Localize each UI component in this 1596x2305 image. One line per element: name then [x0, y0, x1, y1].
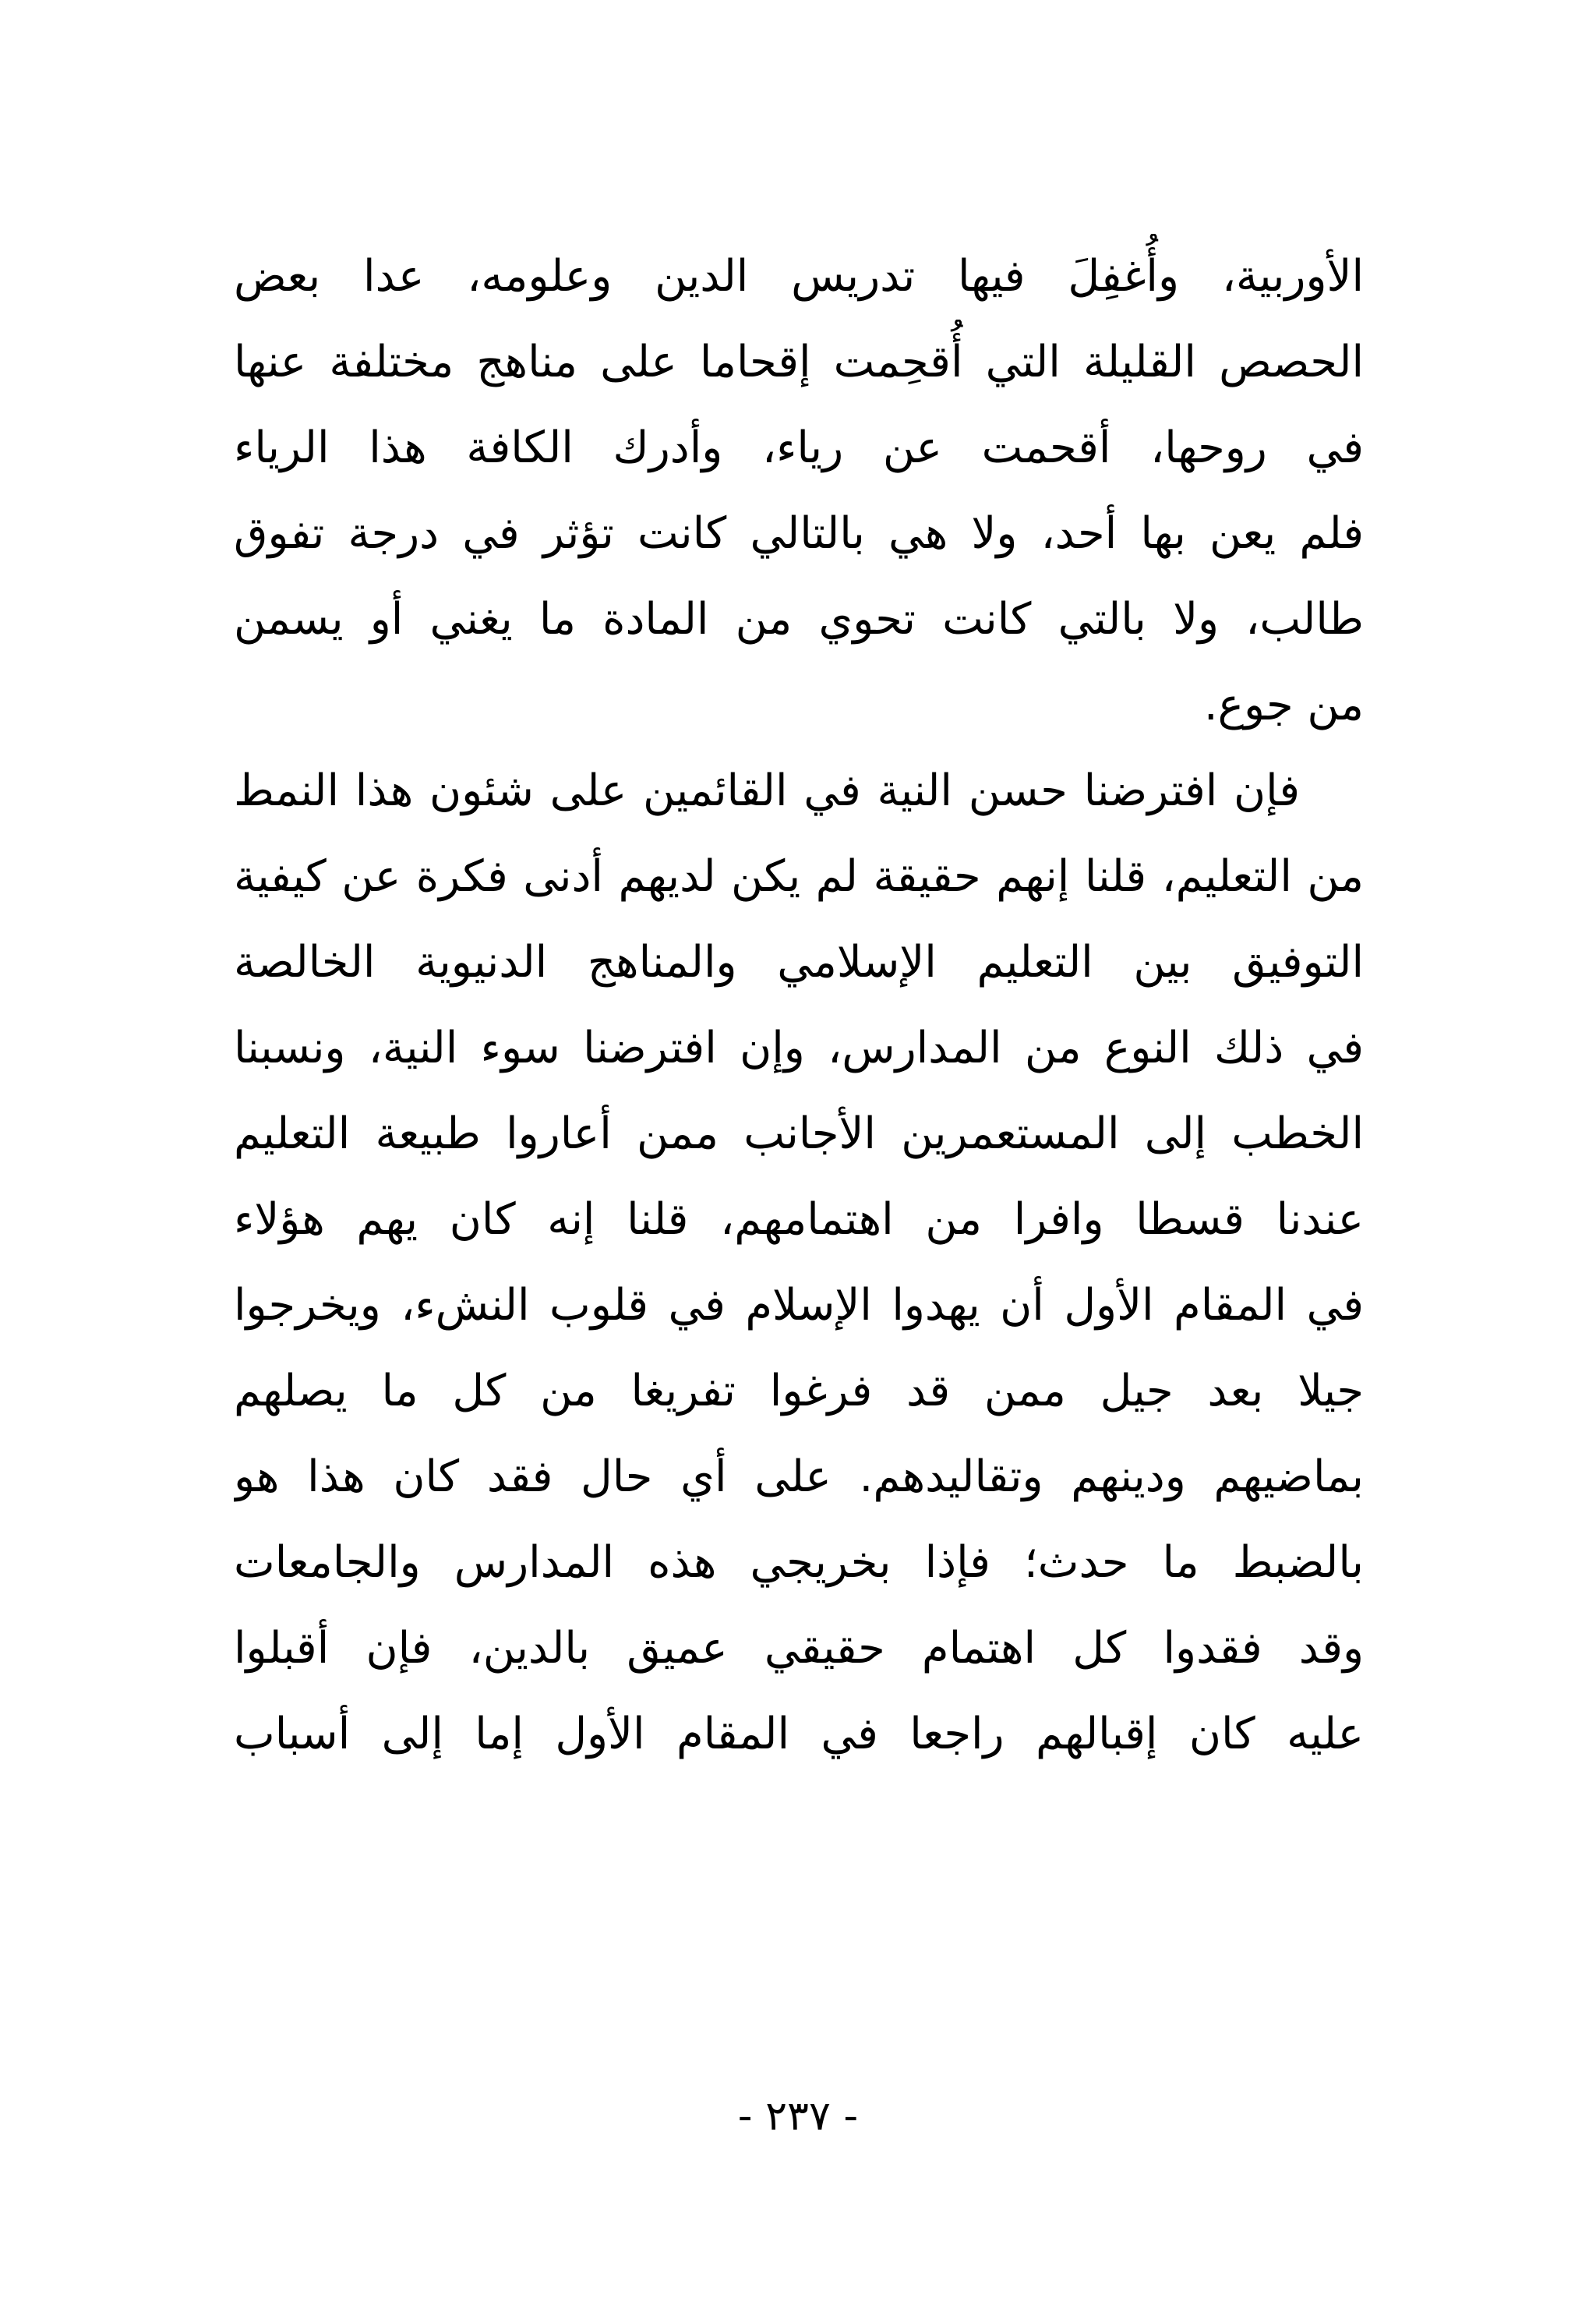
text-line: من التعليم، قلنا إنهم حقيقة لم يكن لديهم أدنى فكرة عن كيفية	[234, 851, 1364, 902]
text-line: طالب، ولا بالتي كانت تحوي من المادة ما يغني أو يسمن	[234, 594, 1364, 645]
text-line: عندنا قسطا وافرا من اهتمامهم، قلنا إنه كان يهم هؤلاء	[234, 1194, 1364, 1245]
text-line: الأوربية، وأُغفِلَ فيها تدريس الدين وعلومه، عدا بعض	[234, 251, 1364, 302]
body-text	[234, 234, 1364, 1777]
text-line: التوفيق بين التعليم الإسلامي والمناهج الدنيوية الخالصة	[234, 937, 1364, 988]
paragraph-2	[234, 748, 1364, 1777]
paragraph-1	[234, 234, 1364, 748]
text-line: الخطب إلى المستعمرين الأجانب ممن أعاروا طبيعة التعليم	[234, 1108, 1364, 1159]
text-line: الحصص القليلة التي أُقحِمت إقحاما على مناهج مختلفة عنها	[234, 337, 1364, 387]
text-line: في المقام الأول أن يهدوا الإسلام في قلوب النشء، ويخرجوا	[234, 1280, 1364, 1331]
text-line: فلم يعن بها أحد، ولا هي بالتالي كانت تؤثر في درجة تفوق	[234, 508, 1364, 559]
page-number: - ٢٣٧ -	[737, 2093, 859, 2140]
text-line: في ذلك النوع من المدارس، وإن افترضنا سوء النية، ونسبنا	[234, 1023, 1364, 1073]
text-line: من جوع.	[1203, 680, 1364, 730]
text-line: وقد فقدوا كل اهتمام حقيقي عميق بالدين، فإن أقبلوا	[234, 1623, 1364, 1674]
text-line: جيلا بعد جيل ممن قد فرغوا تفريغا من كل ما يصلهم	[234, 1366, 1364, 1416]
text-line: في روحها، أقحمت عن رياء، وأدرك الكافة هذا الرياء	[234, 422, 1364, 473]
text-line: بماضيهم ودينهم وتقاليدهم. على أي حال فقد كان هذا هو	[234, 1451, 1364, 1502]
text-line: بالضبط ما حدث؛ فإذا بخريجي هذه المدارس والجامعات	[234, 1537, 1364, 1588]
text-line: عليه كان إقبالهم راجعا في المقام الأول إما إلى أسباب	[234, 1709, 1364, 1759]
text-line: فإن افترضنا حسن النية في القائمين على شئون هذا النمط	[234, 765, 1300, 816]
